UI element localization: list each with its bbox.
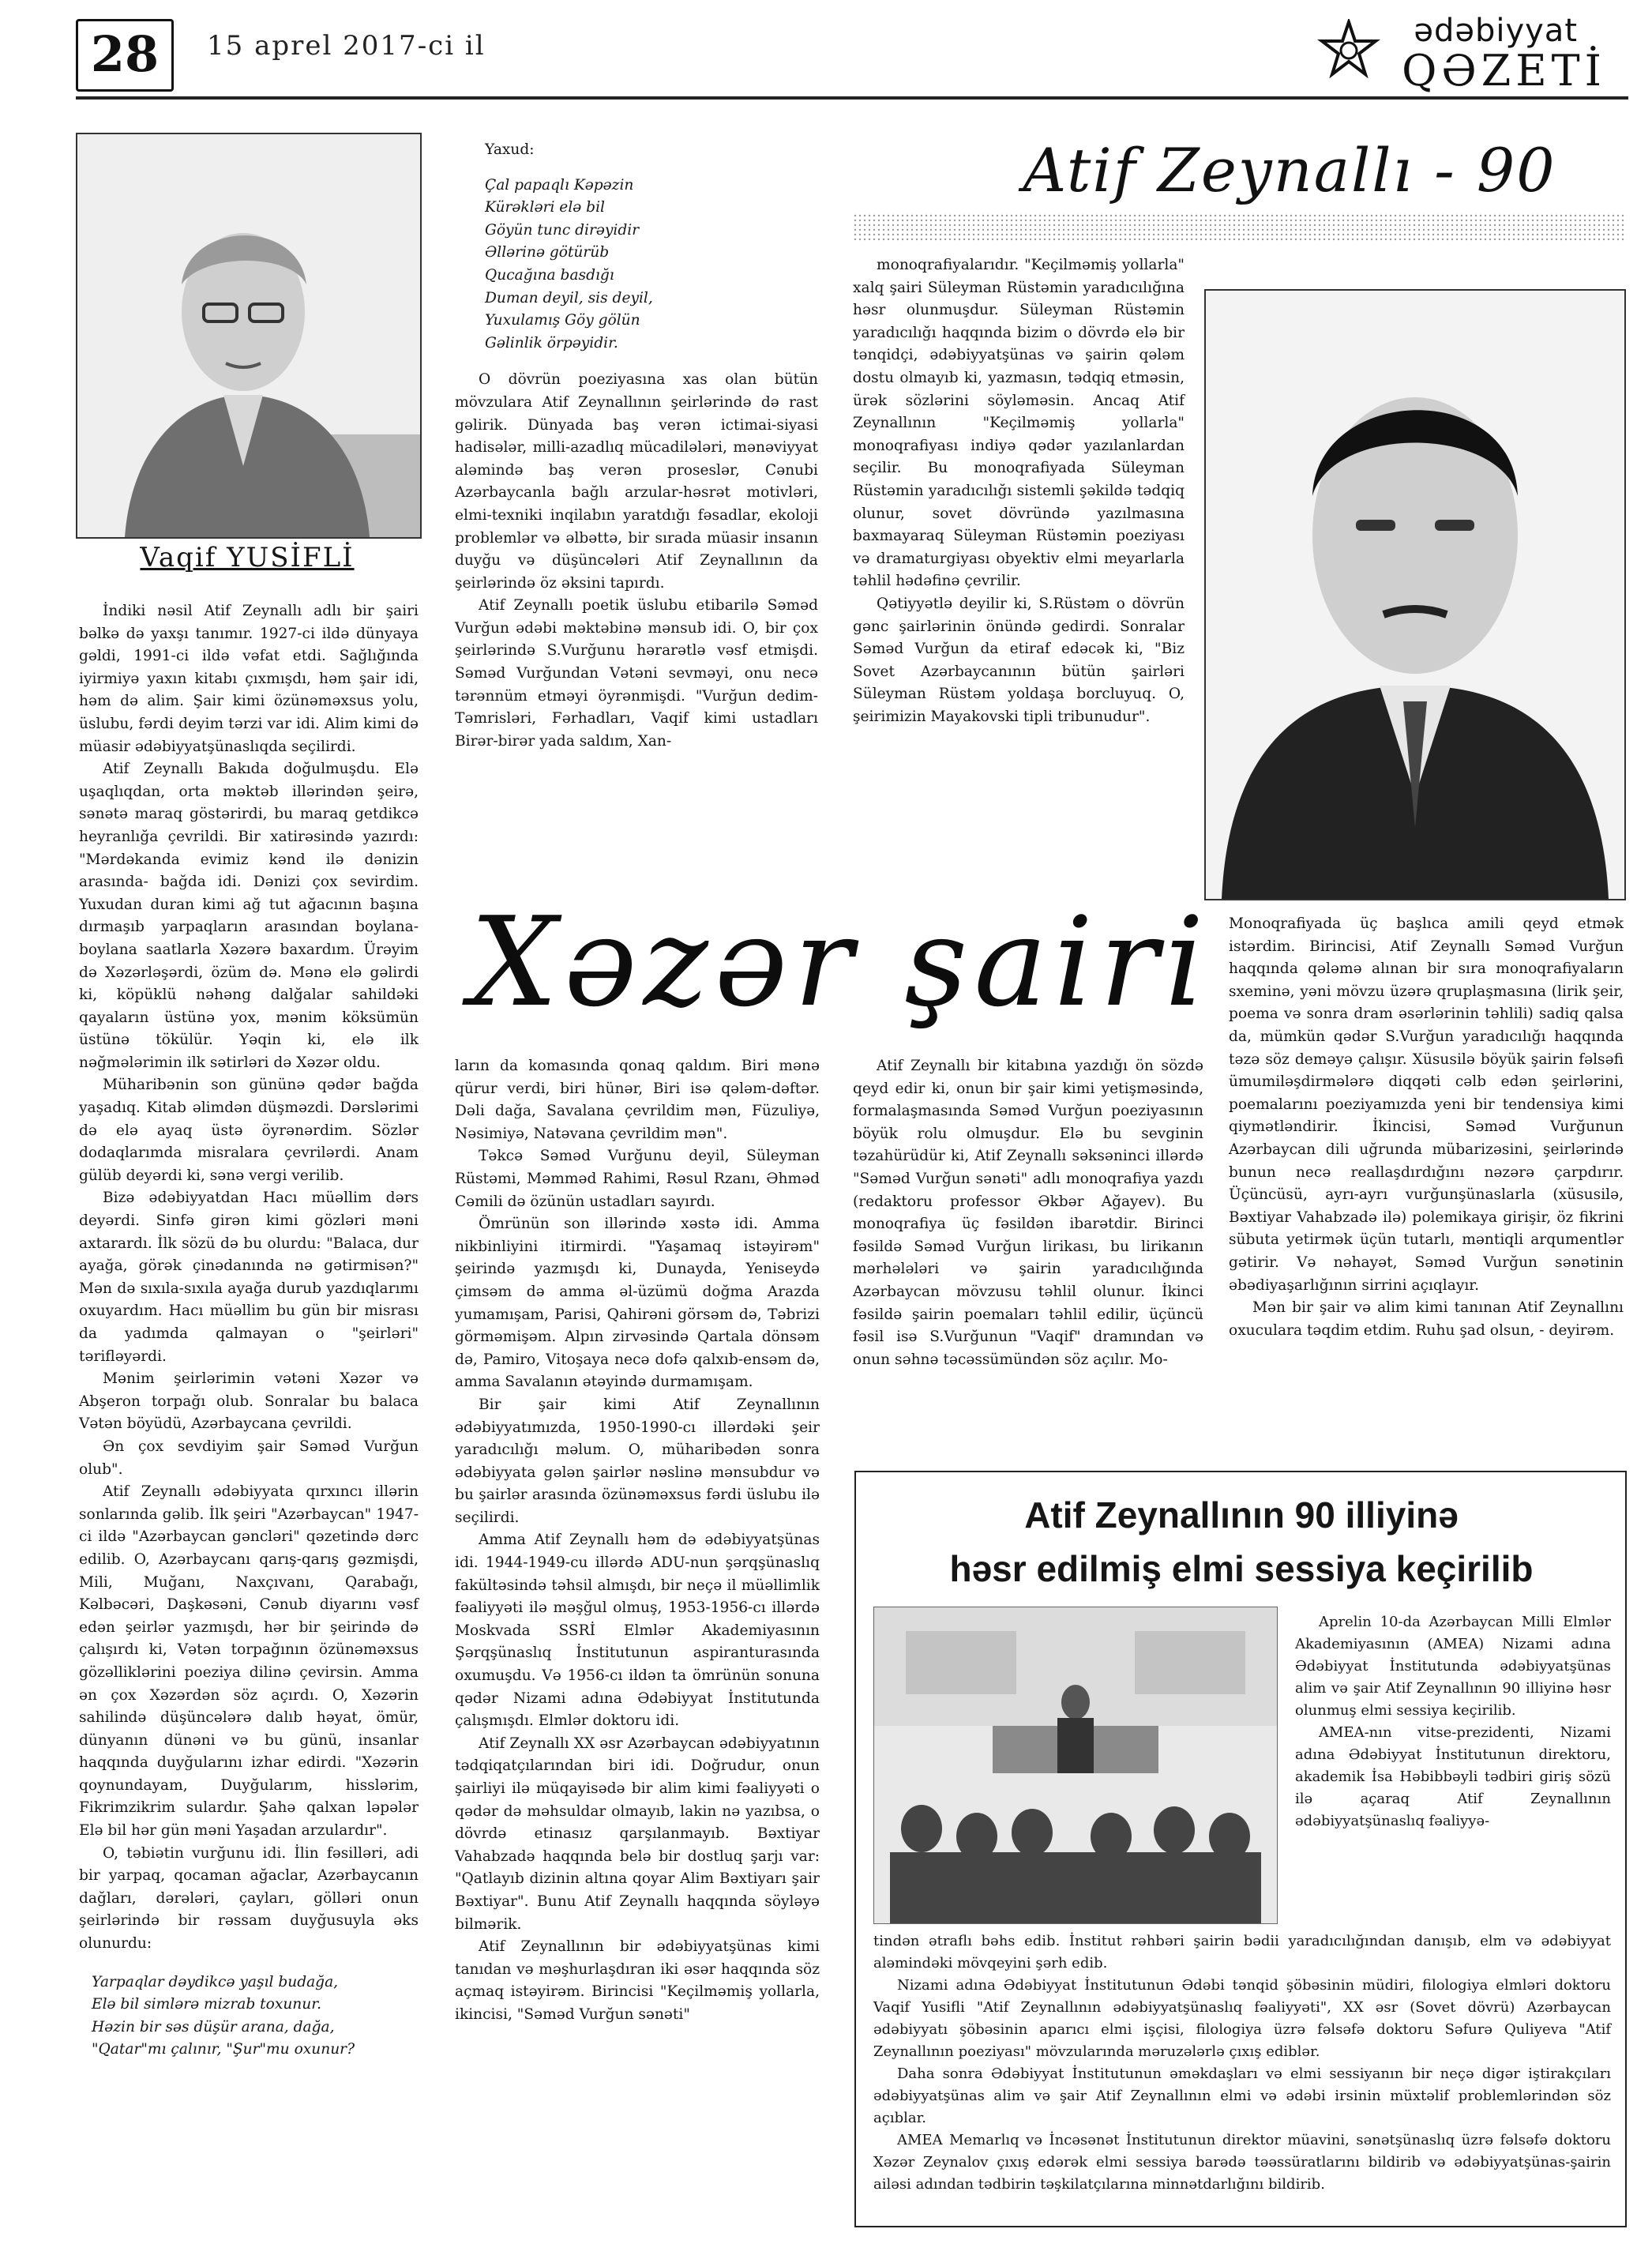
news-title-line: Atif Zeynallının 90 illiyinə — [1024, 1494, 1459, 1535]
paragraph: Daha sonra Ədəbiyyat İnstitutunun əməkdaşları və elmi sessiyanın bir neçə digər iştirakçıları ədəbiyyatşünas alim və şair Atif Zeynallının elmi və ədəbi irsinin müxtəlif problemlərindən söz açıblar. — [873, 2065, 1611, 2126]
paragraph: AMEA-nın vitse-prezidenti, Nizami adına Ədəbiyyat İnstitutunun direktoru, akademik İsa Həbibbəyli tədbiri giriş sözü ilə açaraq Atif Zeynallının ədəbiyyatşünaslıq fəaliyyə- — [1295, 1724, 1611, 1829]
paragraph: O, təbiətin vurğunu idi. İlin fəsilləri, adi bir yarpaq, qocaman ağaclar, Azərbaycanın dağları, dərələri, çayları, gölləri onun şeirlərində bir rəssam duyğusuyla əks olunurdu: — [79, 1844, 419, 1953]
paragraph: Müharibənin son gününə qədər bağda yaşadıq. Kitab əlimdən düşməzdi. Dərslərimi də elə ayaq üstə öyrənərdim. Sözlər dodaqlarımda misralara çevrilərdi. Anam gülüb deyərdi ki, sənə vergi verilib. — [79, 1077, 419, 1184]
logo-star-icon — [1317, 19, 1380, 82]
news-text-full-width — [873, 1930, 1611, 2196]
article-column-3-bottom — [853, 1055, 1203, 1371]
poem-line: "Qatar"mı çalınır, "Şur"mu oxunur? — [92, 2041, 355, 2058]
article-title: Xəzər şairi — [470, 890, 1211, 1034]
article-column-2-bottom — [455, 1055, 820, 2027]
poem-line: Duman deyil, sis deyil, — [485, 289, 653, 306]
poem-line: Çal papaqlı Kəpəzin — [485, 176, 634, 194]
paragraph: monoqrafiyalarıdır. "Keçilməmiş yollarla" xalq şairi Süleyman Rüstəmin yaradıcılığına həsr olunmuşdur. Süleyman Rüstəmin yaradıcılığı haqqında bizim o dövrdə elə bir tənqidçi, ədəbiyyatşünas və şairin qələm dostu olmayıb ki, yazmasın, tədqiq etməsin, ürək sözlərini söyləməsin. Ancaq Atif Zeynallının "Keçilməmiş yollarla" monoqrafiyası indiyə qədər yazılanlardan seçilir. Bu monoqrafiyada Süleyman Rüstəmin yaradıcılığı sistemli şəkildə tədqiq olunur, sovet dövründə yazılmasına baxmayaraq Süleyman Rüstəmin poeziyası və dramaturgiyası obyektiv elmi meyarlarla təhlil hədəfinə çevrilir. — [853, 257, 1185, 590]
paragraph: Monoqrafiyada üç başlıca amili qeyd etmək istərdim. Birincisi, Atif Zeynallı Səməd Vurğun haqqında qələmə alınan bir sıra monoqrafiyaların sxeminə, yəni mövzu üzərə qruplaşmasına (lirik şeir, poema və sonra dram əsərlərinin təhlili) sadiq qalsa da, mümkün qədər S.Vurğun yaradıcılığı haqqında təzə söz deməyə çalışır. Xüsusilə böyük şairin fəlsəfi ümumiləşdirmələrə diqqəti cəlb edən şeirlərini, poemalarını poeziyamızda yeni bir tendensiya kimi qiymətləndirir. İkincisi, Səməd Vurğunun Azərbaycan dili uğrunda mübarizəsini, şeirlərində bunun necə reallaşdırdığını nəzərə çarpdırır. Üçüncüsü, ayrı-ayrı vurğunşünaslarla (xüsusilə, Bəxtiyar Vahabzadə ilə) polemikaya girişir, öz fikrini sübuta yetirmək üçün tutarlı, məntiqli arqumentlər gətirir. Və nəhayət, Səməd Vurğun sənətinin əbədiyaşarlığının sirrini açıqlayır. — [1229, 915, 1624, 1294]
paragraph: O dövrün poeziyasına xas olan bütün mövzulara Atif Zeynallının şeirlərində də rast gəlirik. Dünyada baş verən ictimai-siyasi hadisələr, milli-azadlıq mücadilələri, mənəviyyat aləmində baş verən proseslər, Cənubi Azərbaycanla bağlı arzular-həsrət motivləri, elmi-texniki inqilabın yaratdığı fəsadlar, ekoloji problemlər və əlbəttə, bir sırada müasir insanın duyğu və düşüncələri Atif Zeynallının da şeirlərində öz əksini tapırdı. — [455, 371, 818, 592]
session-photo-image — [874, 1607, 1277, 1923]
news-text-beside-photo — [1295, 1611, 1611, 1832]
paragraph: Qətiyyətlə deyilir ki, S.Rüstəm o dövrün gənc şairlərinin önündə gedirdi. Sonralar Səməd Vurğun da etiraf edəcək ki, "Biz Sovet Azərbaycanının bütün şairləri Süleyman Rüstəm yoldaşa borcluyuq. O, şeirimizin Mayakovski tipli tribunudur". — [853, 595, 1185, 725]
paragraph: Atif Zeynallı bir kitabına yazdığı ön sözdə qeyd edir ki, onun bir şair kimi yetişməsində, formalaşmasında Səməd Vurğun poeziyasının böyük rolu olmuşdur. Elə bu sevginin təzahürüdür ki, Atif Zeynallı səksəninci illərdə "Səməd Vurğun sənəti" adlı monoqrafiya yazdı (redaktoru professor Əkbər Ağayev). Bu monoqrafiya üç fəsildən ibarətdir. Birinci fəsildə Səməd Vurğun lirikası, bu lirikanın mərhələləri və şairin yaradıcılığında Azərbaycan mövzusu təhlil olunur. İkinci fəsildə şairin poemaları təhlil edilir, üçüncü fəsil isə S.Vurğunun "Vaqif" dramından və onun səhnə təcəssümündən söz açılır. Mo- — [853, 1058, 1203, 1368]
paragraph: Mənim şeirlərimin vətəni Xəzər və Abşeron torpağı olub. Sonralar bu balaca Vətən böyüdü, Azərbaycana çevrildi. — [79, 1370, 419, 1433]
session-photo — [873, 1607, 1278, 1924]
poem-line: Qucağına basdığı — [485, 266, 614, 284]
article-headline: Atif Zeynallı - 90 — [1023, 135, 1556, 205]
logo-line1: ədəbiyyat — [1414, 13, 1578, 49]
article-column-2-top — [455, 139, 818, 753]
news-title-line: həsr edilmiş elmi sessiya keçirilib — [949, 1548, 1534, 1589]
paragraph: tindən ətraflı bəhs edib. İnstitut rəhbəri şairin bədii yaradıcılığından danışıb, elm və ədəbiyyat aləmindəki mövqeyini şərh edib. — [873, 1933, 1611, 1971]
poem-line: Göyün tunc dirəyidir — [485, 221, 640, 239]
paragraph: Mən bir şair və alim kimi tanınan Atif Zeynallını oxuculara təqdim etdim. Ruhu şad olsun, - deyirəm. — [1229, 1299, 1624, 1339]
paragraph: Ömrünün son illərində xəstə idi. Amma nikbinliyini itirmirdi. "Yaşamaq istəyirəm" şeirində yazmışdı ki, Dunayda, Yeniseydə çimsəm də amma əl-üzümü doğma Arazda yumamışam, Parisi, Qahirəni görsəm də, Təbrizi görməmişəm. Alpın zirvəsində Qartala dönsəm də, Pamiro, Vitoşaya necə dofə qalxıb-ensəm də, amma Savalanın ətəyində durmamışam. — [455, 1216, 820, 1391]
author-photo — [76, 133, 422, 539]
poem-quote — [79, 1971, 419, 2062]
article-column-3-top — [853, 254, 1185, 728]
paragraph: Təkcə Səməd Vurğunu deyil, Süleyman Rüstəmi, Məmməd Rahimi, Rəsul Rzanı, Əhməd Cəmili də özünün ustadları sayırdı. — [455, 1148, 820, 1210]
poet-portrait-photo — [1204, 289, 1626, 900]
paragraph: Atif Zeynallı poetik üslubu etibarilə Səməd Vurğun ədəbi məktəbinə mənsub idi. O, bir çox şeirlərində S.Vurğunu hərarətlə vəsf etmişdi. Səməd Vurğundan Vətəni sevməyi, onu necə tərənnüm etməyi öyrənmişdi. "Vurğun dedim-Təmrisləri, Fərhadları, Vaqif kimi ustadları Birər-birər yada saldım, Xan- — [455, 597, 818, 750]
paragraph: ların da komasında qonaq qaldım. Biri mənə qürur verdi, biri hünər, Biri isə qələm-dəftər. Dəli dağa, Savalana çevrildim mən, Füzuliyə, Nəsimiyə, Natəvana çevrildim mən". — [455, 1058, 820, 1142]
poet-portrait-image — [1206, 291, 1624, 899]
article-column-1 — [79, 600, 419, 2062]
poem-line: Həzin bir səs düşür arana, dağa, — [92, 2018, 335, 2035]
paragraph: Bir şair kimi Atif Zeynallının ədəbiyyatımızda, 1950-1990-cı illərdəki şeir yaradıcılığı məlum. O, müharibədən sonra ədəbiyyata gələn şairlər nəslinə mənsubdur və bu şairlər arasında özünəməxsus fərdi üslubu ilə seçilirdi. — [455, 1396, 820, 1526]
poem-line: Yarpaqlar dəydikcə yaşıl budağa, — [92, 1973, 339, 1990]
header-rule — [76, 96, 1628, 100]
paragraph: Atif Zeynallı XX əsr Azərbaycan ədəbiyyatının tədqiqatçılarından biri idi. Doğrudur, onun şairliyi ilə müqayisədə bir alim kimi fəaliyyəti o qədər də məhsuldar olmayıb, lakin nə yazıbsa, o dövrdə etinasız qarşılanmayıb. Bəxtiyar Vahabzadə haqqında belə bir dostluq şarjı var: "Qatlayıb dizinin altına qoyar Alim Bəxtiyarı şair Bəxtiyar". Bunu Atif Zeynallı haqqında söyləyə bilmərik. — [455, 1735, 820, 1933]
paragraph: İndiki nəsil Atif Zeynallı adlı bir şairi bəlkə də yaxşı tanımır. 1927-ci ildə dünyaya gəldi, 1991-ci ildə vəfat etdi. Sağlığında iyirmiyə yaxın kitabı çıxmışdı, həm şair idi, həm də alim. Şair kimi özünəməxsus yolu, üslubu, fərdi deyim tərzi var idi. Alim kimi də müasir ədəbiyyatşünaslıqda seçilirdi. — [79, 603, 419, 755]
logo-line2: QƏZETİ — [1402, 46, 1606, 96]
poem-quote — [455, 175, 818, 355]
poem-line: Kürəkləri elə bil — [485, 199, 605, 216]
issue-date: 15 aprel 2017-ci il — [207, 30, 486, 62]
author-byline: Vaqif YUSİFLİ — [140, 542, 355, 573]
decorative-dot-band — [853, 213, 1627, 242]
paragraph: Atif Zeynallının bir ədəbiyyatşünas kimi tanıdan və məşhurlaşdıran iki əsər haqqında söz açmaq istəyirəm. Birincisi "Keçilməmiş yollarla, ikincisi, "Səməd Vurğun sənəti" — [455, 1938, 820, 2023]
article-column-4 — [1229, 913, 1624, 1342]
author-photo-image — [77, 134, 420, 537]
paragraph: Atif Zeynallı ədəbiyyata qırxıncı illərin sonlarında gəlib. İlk şeiri "Azərbaycan" 1947-ci ildə "Azərbaycan gəncləri" qəzetində dərc edilib. O, Azərbaycanı qarış-qarış gəzmişdi, Mili, Muğanı, Naxçıvanı, Qarabağı, Kəlbəcəri, Daşkəsəni, Cənub diyarını vəsf edən şeirlər yazmışdı, hər bir şeirində də çalışırdı ki, Vətən torpağının özünəməxsus gözəlliklərini poeziya dilinə çevirsin. Amma ən çox Xəzərdən söz açırdı. O, Xəzərin sahilində düşüncələrə dalıb həyat, ömür, dünyanın dünəni və bu günü, insanlar haqqında duyğularını izhar edirdi. "Xəzərin qoynundayam, Duyğularım, hisslərim, Fikrimzikrim sulardır. Şahə qalxan ləpələr Elə bil hər gün məni Yaşadan arzulardır". — [79, 1483, 419, 1840]
paragraph: Bizə ədəbiyyatdan Hacı müəllim dərs deyərdi. Sinfə girən kimi gözləri məni axtarardı. İlk sözü də bu olurdu: "Balaca, dur ayağa, görək çinədanında nə gətirmisən?" Mən də sıxıla-sıxıla ayağa durub yazdıqlarımı oxuyardım. Hacı müəllim bu gün bir misrası da yadımda qalmayan o "şeirləri" tərifləyərdi. — [79, 1190, 419, 1365]
quote-intro: Yaxud: — [485, 141, 535, 158]
paragraph: Ən çox sevdiyim şair Səməd Vurğun olub". — [79, 1438, 419, 1478]
paragraph: Amma Atif Zeynallı həm də ədəbiyyatşünas idi. 1944-1949-cu illərdə ADU-nun şərqşünaslıq fakültəsində təhsil almışdı, bir neçə il müəllimlik fəaliyyəti ilə məşğul olmuş, 1953-1956-cı illərdə Moskvada SSRİ Elmlər Akademiyasının Şərqşünaslıq İnstitutunun aspiranturasında oxumuşdu. Və 1956-cı ildən ta ömrünün sonuna qədər Nizami adına Ədəbiyyat İnstitutunda çalışmışdı. Elmlər doktoru idi. — [455, 1532, 820, 1730]
poem-line: Əllərinə götürüb — [485, 244, 610, 261]
news-title — [864, 1488, 1619, 1596]
newspaper-logo — [1317, 13, 1625, 95]
poem-line: Yuxulamış Göy gölün — [485, 312, 640, 329]
page-number: 28 — [76, 19, 174, 92]
poem-line: Gəlinlik örpəyidir. — [485, 334, 618, 351]
paragraph: Aprelin 10-da Azərbaycan Milli Elmlər Akademiyasının (AMEA) Nizami adına Ədəbiyyat İnstitutunda ədəbiyyatşünas alim və şair Atif Zeynallının 90 illiyinə həsr olunmuş elmi sessiya keçirilib. — [1295, 1614, 1611, 1719]
paragraph: AMEA Memarlıq və İncəsənət İnstitutunun direktor müavini, sənətşünaslıq üzrə fəlsəfə doktoru Xəzər Zeynalov çıxış edərək elmi sessiya barədə təəssüratlarını bildirib və ədəbiyyatşünas-şairin ailəsi adından tədbirin təşkilatçılarına minnətdarlığını bildirib. — [873, 2132, 1611, 2193]
paragraph: Nizami adına Ədəbiyyat İnstitutunun Ədəbi tənqid şöbəsinin müdiri, filologiya elmləri doktoru Vaqif Yusifli "Atif Zeynallının ədəbiyyatşünaslıq fəaliyyəti", XX əsr (Sovet dövrü) Azərbaycan ədəbiyyatı şöbəsinin aparıcı elmi işçisi, filologiya üzrə fəlsəfə doktoru Səfurə Quliyeva "Atif Zeynallının poeziyası" mövzularında məruzələrlə çıxış ediblər. — [873, 1977, 1611, 2060]
paragraph: Atif Zeynallı Bakıda doğulmuşdu. Elə uşaqlıqdan, orta məktəb illərindən şeirə, sənətə maraq göstərirdi, bu maraq getdikcə heyranlığa çevrildi. Bir xatirəsində yazırdı: "Mərdəkanda evimiz kənd ilə dənizin arasında- bağda idi. Dənizi çox sevirdim. Yuxudan duran kimi ağ tut ağacının başına dırmaşıb yarpaqların arasından boylana-boylana saatlarla Xəzərə baxardım. Ürəyim də Xəzərləşərdi, özüm də. Mənə elə gəlirdi ki, köpüklü nəhəng dalğalar sahildəki qayaların üstünə yox, mənim köksümün üstünə tökülür. Yəqin ki, elə ilk nəğmələrimin ilk sətirləri də Xəzər oldu. — [79, 761, 419, 1071]
poem-line: Elə bil simlərə mizrab toxunur. — [92, 1996, 322, 2013]
